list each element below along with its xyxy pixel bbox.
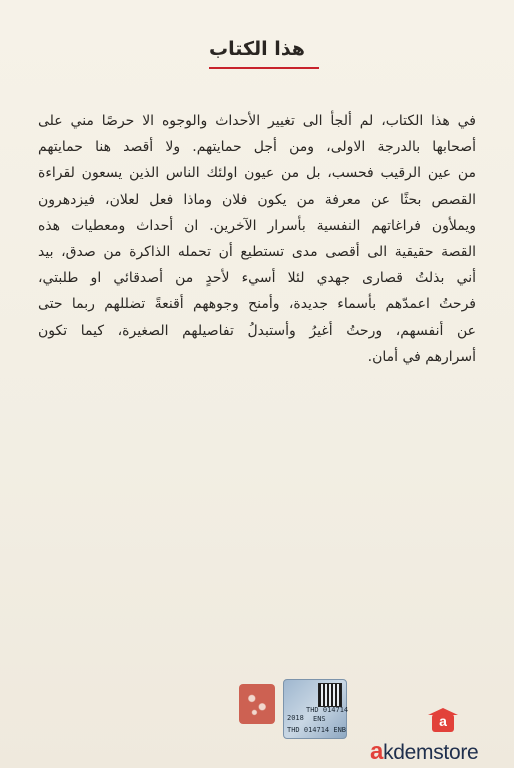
store-brand-name <box>370 738 478 766</box>
text-line: ويملأون فراغاتهم النفسية بأسرار الآخرين. ان أحداث ومعطيات هذه <box>38 217 476 234</box>
sticker-year: 2018 <box>287 714 304 722</box>
brand-initial: a <box>370 738 384 765</box>
page-title: هذا الكتاب <box>209 38 305 60</box>
qr-code-icon <box>318 683 342 707</box>
text-line: من عين الرقيب فحسب، بل من عيون اولئك الناس الذين يسعون لقراءة <box>38 165 476 182</box>
text-line: أصحابها بالدرجة الاولى، ومن أجل حمايتهم. ولا أقصد هنا حمايتهم <box>38 139 476 156</box>
body-paragraph <box>38 108 476 370</box>
text-line: القصص بحثًا عن معرفة من يكون فلان وماذا فعل لعلان، فيزدهرون <box>38 191 476 208</box>
sticker-suffix: ENS <box>313 715 326 723</box>
brand-rest: kdemstore <box>383 741 479 764</box>
store-logo-letter: a <box>439 713 447 729</box>
text-line: أني بذلتُ قصارى جهدي لئلا أسيء لأحدٍ من أصدقائي او طلبتي، <box>38 270 476 287</box>
sticker-code: THD 014714 <box>306 706 349 714</box>
sticker-serial: THD 014714 ENB <box>287 726 347 734</box>
publisher-stamp-icon <box>239 684 275 724</box>
text-line: عن أنفسهم، ورحتُ أغيرُ وأستبدلُ تفاصيلهم الصغيرة، كيما تكون <box>38 322 476 339</box>
title-underline <box>209 67 319 69</box>
text-line: أسرارهم في أمان. <box>367 348 476 365</box>
text-line: في هذا الكتاب، لم ألجأ الى تغيير الأحداث والوجوه الا حرصًا مني على <box>38 113 476 129</box>
text-line: القصة حقيقية الى أقصى مدى تستطيع أن تحمله الذاكرة من صدق، بيد <box>38 244 476 261</box>
text-line: فرحتُ اعمدّهم بأسماء جديدة، وأمنح وجوههم أقنعةً تضللهم ربما حتى <box>38 296 476 313</box>
